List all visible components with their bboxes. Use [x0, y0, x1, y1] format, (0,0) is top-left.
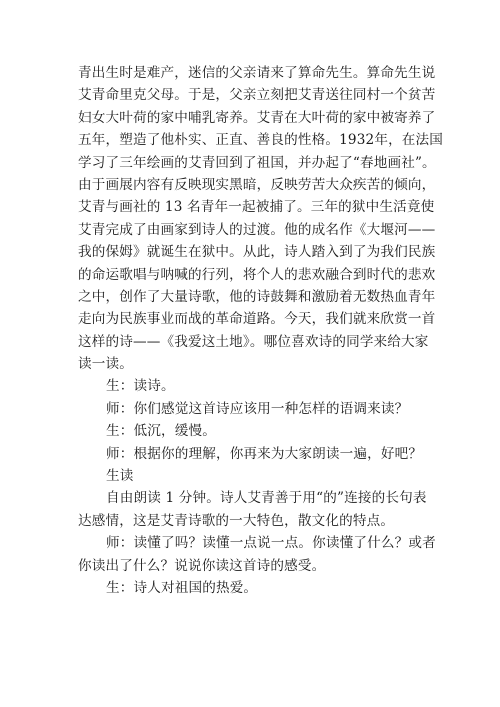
text-line: 走向为民族事业而战的革命道路。今天，我们就来欣赏一首: [78, 311, 436, 328]
text-line: 师：根据你的理解，你再来为大家朗读一遍，好吧？: [106, 445, 423, 462]
text-line: 生：诗人对祖国的热爱。: [106, 579, 258, 596]
text-line: 五年，塑造了他朴实、正直、善良的性格。1932年，在法国: [78, 132, 444, 149]
text-line: 我的保姆》就诞生在狱中。从此，诗人踏入到了为我们民族: [78, 244, 436, 261]
text-line: 学习了三年绘画的艾青回到了祖国，并办起了“春地画社”。: [78, 154, 436, 171]
text-line: 之中，创作了大量诗歌，他的诗鼓舞和激励着无数热血青年: [78, 288, 436, 305]
text-line: 的命运歌唱与呐喊的行列，将个人的悲欢融合到时代的悲欢: [78, 266, 436, 283]
text-line: 你读出了什么？说说你读这首诗的感受。: [78, 557, 326, 574]
text-line: 生：低沉，缓慢。: [106, 423, 216, 440]
text-line: 由于画展内容有反映现实黑暗，反映劳苦大众疾苦的倾向，: [78, 176, 436, 193]
document-body: [78, 62, 444, 599]
text-line: 艾青与画社的 13 名青年一起被捕了。三年的狱中生活竟使: [78, 199, 435, 216]
text-line: 生：读诗。: [106, 378, 175, 395]
text-line: 师：你们感觉这首诗应该用一种怎样的语调来读？: [106, 400, 409, 417]
text-line: 这样的诗——《我爱这土地》。哪位喜欢诗的同学来给大家: [78, 333, 429, 350]
text-line: 师：读懂了吗？读懂一点说一点。你读懂了什么？或者: [106, 535, 436, 552]
text-line: 妇女大叶荷的家中哺乳寄养。艾青在大叶荷的家中被寄养了: [78, 109, 436, 126]
text-line: 达感情，这是艾青诗歌的一大特色，散文化的特点。: [78, 512, 395, 529]
text-line: 艾青命里克父母。于是，父亲立刻把艾青送往同村一个贫苦: [78, 87, 436, 104]
text-line: 艾青完成了由画家到诗人的过渡。他的成名作《大堰河——: [78, 221, 436, 238]
text-line: 生读: [106, 468, 134, 485]
text-line: 读一读。: [78, 356, 133, 373]
text-line: 自由朗读 1 分钟。诗人艾青善于用“的”连接的长句表: [106, 490, 427, 507]
text-line: 青出生时是难产，迷信的父亲请来了算命先生。算命先生说: [78, 65, 436, 81]
